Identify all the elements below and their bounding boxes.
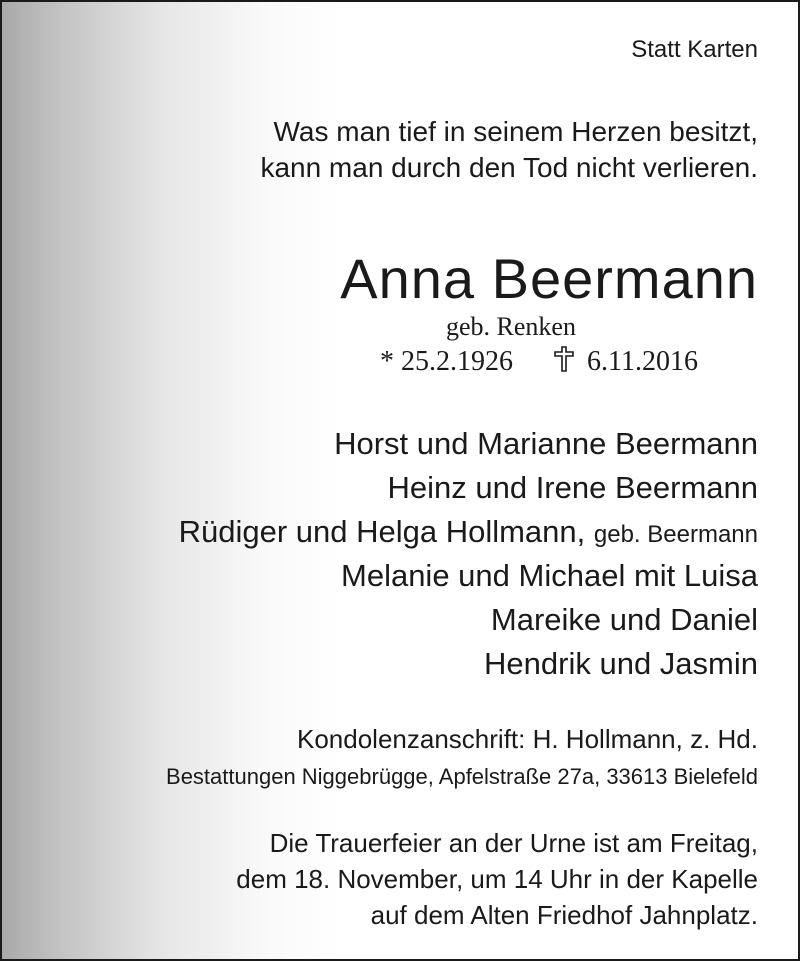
mourner-line-5: Mareike und Daniel: [490, 602, 758, 637]
birth-date: * 25.2.1926: [380, 346, 513, 377]
life-dates: [380, 346, 698, 378]
death-date: 6.11.2016: [587, 346, 698, 377]
quote-line-2: kann man durch den Tod nicht verlieren.: [260, 152, 758, 183]
mourner-line-1: Horst und Marianne Beermann: [334, 426, 758, 461]
deceased-name: Anna Beermann: [340, 247, 758, 310]
funeral-info-line-1: Die Trauerfeier an der Urne ist am Freitag,: [269, 828, 758, 858]
statt-karten-label: Statt Karten: [631, 36, 758, 63]
condolence-address-line-2: Bestattungen Niggebrügge, Apfelstraße 27a, 33613 Bielefeld: [166, 764, 758, 789]
mourner-line-3: [179, 514, 758, 550]
funeral-info-line-2: dem 18. November, um 14 Uhr in der Kapelle: [236, 864, 758, 894]
funeral-info-line-3: auf dem Alten Friedhof Jahnplatz.: [370, 900, 758, 930]
condolence-address-line-1: Kondolenzanschrift: H. Hollmann, z. Hd.: [297, 724, 758, 754]
mourner-line-3-name: Rüdiger und Helga Hollmann,: [178, 514, 586, 549]
mourner-line-3-suffix: geb. Beermann: [593, 521, 758, 548]
quote-line-1: Was man tief in seinem Herzen besitzt,: [273, 116, 758, 147]
maiden-name: geb. Renken: [446, 312, 576, 341]
mourner-line-2: Heinz und Irene Beermann: [387, 470, 758, 505]
mourner-line-6: Hendrik und Jasmin: [484, 646, 758, 681]
cross-icon: [553, 346, 575, 372]
mourner-line-4: Melanie und Michael mit Luisa: [341, 558, 758, 593]
